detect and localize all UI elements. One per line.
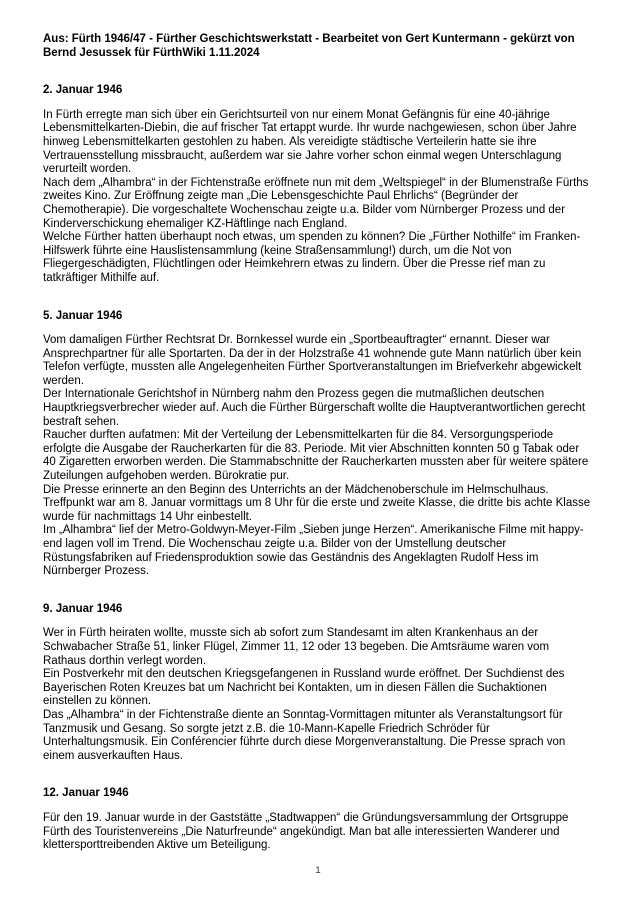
paragraph: Ein Postverkehr mit den deutschen Kriegsgefangenen in Russland wurde eröffnet. Der Suchdienst des Bayerischen Roten Kreuzes bat um Nachricht bei Kontakten, um in diesen Fällen die Suchaktionen einstellen zu können. (43, 668, 565, 708)
paragraph: Welche Fürther hatten überhaupt noch etwas, um spenden zu können? Die „Fürther Nothilfe“ im Franken-Hilfswerk führte eine Hauslistensammlung (keine Straßensammlung!) durch, um die Not von Fliegergeschädigten, Flüchtlingen oder Heimkehrern etwas zu lindern. Über die Presse rief man zu tatkräftiger Mithilfe auf. (43, 231, 581, 284)
paragraph: Für den 19. Januar wurde in der Gaststätte „Stadtwappen“ die Gründungsversammlung der Ortsgruppe Fürth des Touristenvereins „Die Naturfreunde“ angekündigt. Man bat alle interessierten Wanderer und klettersporttreibenden Aktive um Beteiligung. (43, 811, 569, 852)
paragraph: Das „Alhambra“ in der Fichtenstraße diente an Sonntag-Vormittagen mitunter als Veranstaltungsort für Tanzmusik und Gesang. So sorgte jetzt z.B. die 10-Mann-Kapelle Friedrich Schröder für Unterhaltungsmusik. Ein Conférencier führte durch diese Morgenveranstaltung. Die Presse sprach von einem ausverkauften Haus. (43, 708, 566, 762)
date-heading: 5. Januar 1946 (43, 309, 123, 322)
entry-2-januar-1946 (43, 84, 593, 285)
paragraph: Raucher durften aufatmen: Mit der Verteilung der Lebensmittelkarten für die 84. Versorgungsperiode erfolgte die Ausgabe der Raucherkarten für die 83. Periode. Mit vier Abschnitten konnten 50 g Tabak oder 40 Zigaretten erworben werden. Die Stammabschnitte der Raucherkarten mussten aber für weitere spätere Zuteilungen aufgehoben werden. Bürokratie pur. (43, 429, 589, 483)
date-heading: 12. Januar 1946 (43, 787, 129, 800)
document-header: Aus: Fürth 1946/47 - Fürther Geschichtswerkstatt - Bearbeitet von Gert Kuntermann - gekürzt von Bernd Jesussek für FürthWiki 1.11.2024 (43, 33, 575, 59)
entry-12-januar-1946 (43, 787, 593, 852)
date-heading: 2. Januar 1946 (43, 84, 123, 97)
paragraph: Die Presse erinnerte an den Beginn des Unterrichts an der Mädchenoberschule im Helmschulhaus. Treffpunkt war am 8. Januar vormittags um 8 Uhr für die erste und zweite Klasse, die dritte bis achte Klasse wurde für nachmittags 14 Uhr einbestellt. (43, 483, 591, 523)
paragraph: In Fürth erregte man sich über ein Gerichtsurteil von nur einem Monat Gefängnis für eine 40-jährige Lebensmittelkarten-Diebin, die auf frischer Tat ertappt wurde. Ihr wurde nachgewiesen, schon über Jahre hinweg Lebensmittelkarten gestohlen zu haben. Als vereidigte städtische Verteilerin hatte sie ihre Vertrauensstellung missbraucht, außerdem war sie Jahre vorher schon einmal wegen Unterschlagung verurteilt worden. (43, 108, 577, 176)
paragraph: Im „Alhambra“ lief der Metro-Goldwyn-Meyer-Film „Sieben junge Herzen“. Amerikanische Filme mit happy-end lagen voll im Trend. Die Wochenschau zeigte u.a. Bilder von der Umstellung deutscher Rüstungsfabriken auf Friedensproduktion sowie das Geständnis des Angeklagten Rudolf Hess im Nürnberger Prozess. (43, 524, 584, 578)
paragraph: Der Internationale Gerichtshof in Nürnberg nahm den Prozess gegen die mutmaßlichen deutschen Hauptkriegsverbrecher wieder auf. Auch die Fürther Bürgerschaft wollte die Hauptverantwortlichen gerecht bestraft sehen. (43, 388, 586, 428)
date-heading: 9. Januar 1946 (43, 602, 123, 615)
paragraph: Nach dem „Alhambra“ in der Fichtenstraße eröffnete nun mit dem „Weltspiegel“ in der Blumenstraße Fürths zweites Kino. Zur Eröffnung zeigte man „Die Lebensgeschichte Paul Ehrlichs“ (Begründer der Chemotherapie). Die vorgeschaltete Wochenschau zeigte u.a. Bilder vom Nürnberger Prozess und der Kinderverschickung ehemaliger KZ-Häftlinge nach England. (43, 176, 589, 230)
entry-9-januar-1946 (43, 603, 593, 764)
paragraph: Wer in Fürth heiraten wollte, musste sich ab sofort zum Standesamt im alten Krankenhaus an der Schwabacher Straße 51, linker Flügel, Zimmer 11, 12 oder 13 begeben. Die Amtsräume waren vom Rathaus dorthin verlegt worden. (43, 627, 550, 667)
paragraph: Vom damaligen Fürther Rechtsrat Dr. Bornkessel wurde ein „Sportbeauftragter“ ernannt. Dieser war Ansprechpartner für alle Sportarten. Da der in der Holzstraße 41 wohnende gute Mann natürlich über kein Telefon verfügte, mussten alle Angelegenheiten Fürther Sportveranstaltungen im Briefverkehr abgewickelt werden. (43, 334, 582, 387)
entry-5-januar-1946 (43, 310, 593, 579)
page-number: 1 (315, 865, 321, 877)
